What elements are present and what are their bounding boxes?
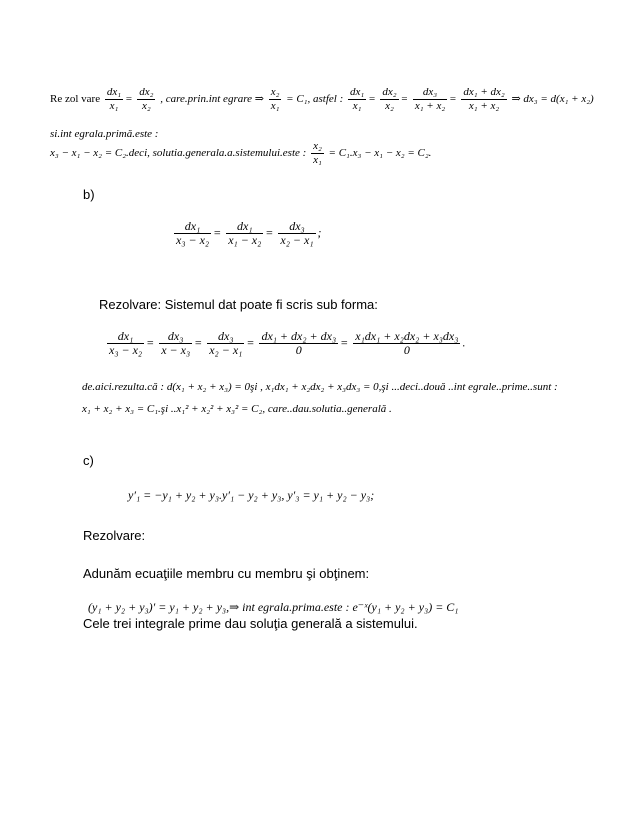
fraction: $\frac{\text{dx₃}}{\text{x₂ − x₁}}$ <box>209 329 243 357</box>
fraction: $\frac{\text{dx₂}}{\text{x₂}}$ <box>382 86 397 112</box>
fraction: $\frac{\text{dx₁}}{\text{x₃ − x₂}}$ <box>109 329 143 357</box>
rezolvare-b: Rezolvare: Sistemul dat poate fi scris sub forma: <box>99 297 378 312</box>
line3 <box>50 140 431 167</box>
fraction: $\frac{\text{dx₃}}{\text{x − x₃}}$ <box>161 329 191 357</box>
fraction: $\frac{\text{x₁dx₁ + x₂dx₂ + x₃dx₃}}{0}$ <box>355 329 459 357</box>
line1-prefix: Re zol vare <box>50 93 101 106</box>
fraction: $\frac{\text{dx₃}}{\text{x₁ + x₂}}$ <box>414 86 446 112</box>
c-formula: (y₁ + y₂ + y₃)′ = y₁ + y₂ + y₃,⇒ int egrala.prima.este : e⁻ˣ(y₁ + y₂ + y₃) = C₁ <box>88 600 459 614</box>
b-line1: de.aici.rezulta.că : d(x₁ + x₂ + x₃) = 0şi , x₁dx₁ + x₂dx₂ + x₃dx₃ = 0,şi ...deci..două ..int egrale..prime..sunt : <box>82 381 558 393</box>
fraction: $\frac{\text{dx₁ + dx₂ + dx₃}}{0}$ <box>261 329 337 357</box>
c-text1: Adunăm ecuaţiile membru cu membru şi obţinem: <box>83 566 370 581</box>
label-b: b) <box>83 187 95 202</box>
line3-pre: x₃ − x₁ − x₂ = C₂.deci, solutia.generala.a.sistemului.este : <box>50 147 307 160</box>
line1-mid2: = C₁, astfel : <box>286 93 344 106</box>
fraction: $\frac{\text{dx₁}}{\text{x₁}}$ <box>350 86 365 112</box>
fraction: $\frac{\text{dx₁}}{\text{x₁}}$ <box>106 86 122 112</box>
b-line2: x₁ + x₂ + x₃ = C₁.şi ..x₁² + x₂² + x₃² = C₂, care..dau.solutia..generală . <box>82 403 392 415</box>
line1-tail: ⇒ dx₃ = d(x₁ + x₂) <box>511 93 594 106</box>
label-c: c) <box>83 453 94 468</box>
line1: Re zol vare $\frac{\text{dx₁}}{\text{x₁}}$ = $\frac{\text{dx₂}}{\text{x₂}}$ , care.prin.int egrare ⇒ $\frac{\text{x₂}}{\text{x₁}}$ = C₁, astfel : $\frac{\text{dx₁}}{\text{x₁}}$ = $\frac{\text{dx₂}}{\text{x₂}}$ = $\frac{\text{dx₃}}{\text{x₁ + x₂}}$ = $\frac{\text{dx₁ + dx₂}}{\text{x₁ + x₂}}$ ⇒ dx₃ = d(x₁ + x₂) <box>50 86 594 112</box>
fraction: $\frac{\text{dx₁ + dx₂}}{\text{x₁ + x₂}}$ <box>463 86 505 112</box>
fraction: $\frac{\text{dx₂}}{\text{x₂}}$ <box>139 86 154 112</box>
c-text2: Cele trei integrale prime dau soluţia generală a sistemului. <box>83 616 418 631</box>
b-form: $\frac{\text{dx₁}}{\text{x₃ − x₂}}$ = $\frac{\text{dx₃}}{\text{x − x₃}}$ = $\frac{\text{dx₃}}{\text{x₂ − x₁}}$ = $\frac{\text{dx₁ + dx₂ + dx₃}}{0}$ = $\frac{\text{x₁dx₁ + x₂dx₂ + x₃dx₃}}{0}$ . <box>109 329 466 357</box>
c-system: y′₁ = −y₁ + y₂ + y₃.y′₁ − y₂ + y₃, y′₃ = y₁ + y₂ − y₃; <box>128 488 375 502</box>
b-system: $\frac{\text{dx₁}}{\text{x₃ − x₂}}$ = $\frac{\text{dx₁}}{\text{x₁ − x₂}}$ = $\frac{\text{dx₃}}{\text{x₂ − x₁}}$ ; <box>176 219 322 247</box>
line1-mid: , care.prin.int egrare ⇒ <box>160 93 264 106</box>
fraction: $\frac{\text{x₂}}{\text{x₁}}$ <box>313 140 322 166</box>
rezolvare-c: Rezolvare: <box>83 528 146 543</box>
fraction: $\frac{\text{x₂}}{\text{x₁}}$ <box>270 86 280 112</box>
fraction: $\frac{\text{dx₁}}{\text{x₃ − x₂}}$ <box>176 219 210 247</box>
line3-post: = C₁.x₃ − x₁ − x₂ = C₂. <box>328 147 432 160</box>
line2: si.int egrala.primă.este : <box>50 128 159 140</box>
fraction: $\frac{\text{dx₃}}{\text{x₂ − x₁}}$ <box>280 219 314 247</box>
fraction: $\frac{\text{dx₁}}{\text{x₁ − x₂}}$ <box>228 219 262 247</box>
